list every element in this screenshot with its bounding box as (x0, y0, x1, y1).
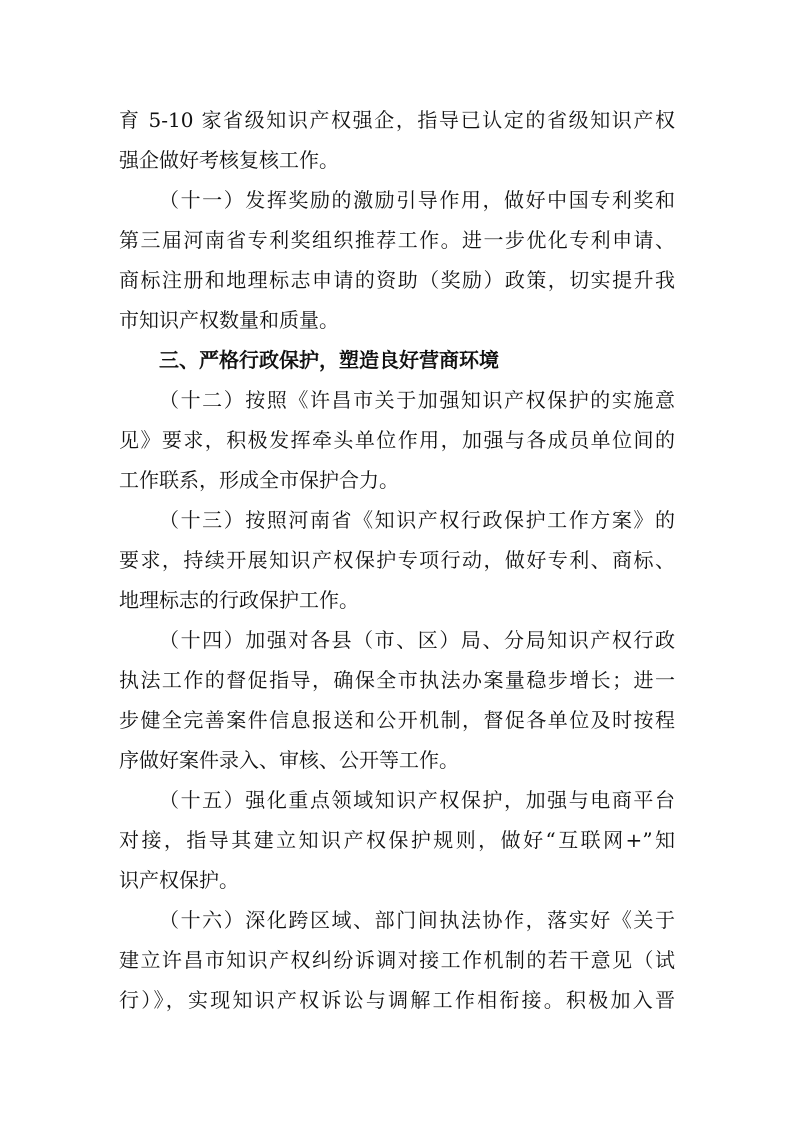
paragraph-14-start: （十四）加强对各县（市、区）局、分局知识产权行政 (159, 628, 675, 652)
paragraph-15-start: （十五）强化重点领域知识产权保护，加强与电商平台 (159, 788, 675, 812)
body-text-line: 步健全完善案件信息报送和公开机制，督促各单位及时按程 (119, 708, 675, 732)
body-text-line: 序做好案件录入、审核、公开等工作。 (119, 748, 459, 772)
body-text-line: 建立许昌市知识产权纠纷诉调对接工作机制的若干意见（试 (119, 948, 675, 972)
body-text-line: 第三届河南省专利奖组织推荐工作。进一步优化专利申请、 (119, 228, 675, 252)
paragraph-12-start: （十二）按照《许昌市关于加强知识产权保护的实施意 (159, 388, 675, 412)
body-text-line: 行）》，实现知识产权诉讼与调解工作相衔接。积极加入晋 (119, 988, 675, 1012)
body-text-line: 要求，持续开展知识产权保护专项行动，做好专利、商标、 (119, 548, 675, 572)
body-text-line: 市知识产权数量和质量。 (119, 308, 339, 332)
body-text-line: 地理标志的行政保护工作。 (119, 588, 359, 612)
paragraph-13-start: （十三）按照河南省《知识产权行政保护工作方案》的 (159, 508, 675, 532)
section-heading: 三、严格行政保护，塑造良好营商环境 (159, 348, 499, 372)
body-text-line: 强企做好考核复核工作。 (119, 148, 339, 172)
body-text-line: 育 5-10 家省级知识产权强企，指导已认定的省级知识产权 (119, 108, 675, 132)
body-text-line: 见》要求，积极发挥牵头单位作用，加强与各成员单位间的 (119, 428, 675, 452)
body-text-line: 商标注册和地理标志申请的资助（奖励）政策，切实提升我 (119, 268, 675, 292)
paragraph-11-start: （十一）发挥奖励的激励引导作用，做好中国专利奖和 (159, 188, 675, 212)
body-text-line: 对接，指导其建立知识产权保护规则，做好“互联网+”知 (119, 828, 675, 852)
body-text-line: 识产权保护。 (119, 868, 239, 892)
body-text-line: 执法工作的督促指导，确保全市执法办案量稳步增长；进一 (119, 668, 675, 692)
body-text-line: 工作联系，形成全市保护合力。 (119, 468, 399, 492)
paragraph-16-start: （十六）深化跨区域、部门间执法协作，落实好《关于 (159, 908, 675, 932)
